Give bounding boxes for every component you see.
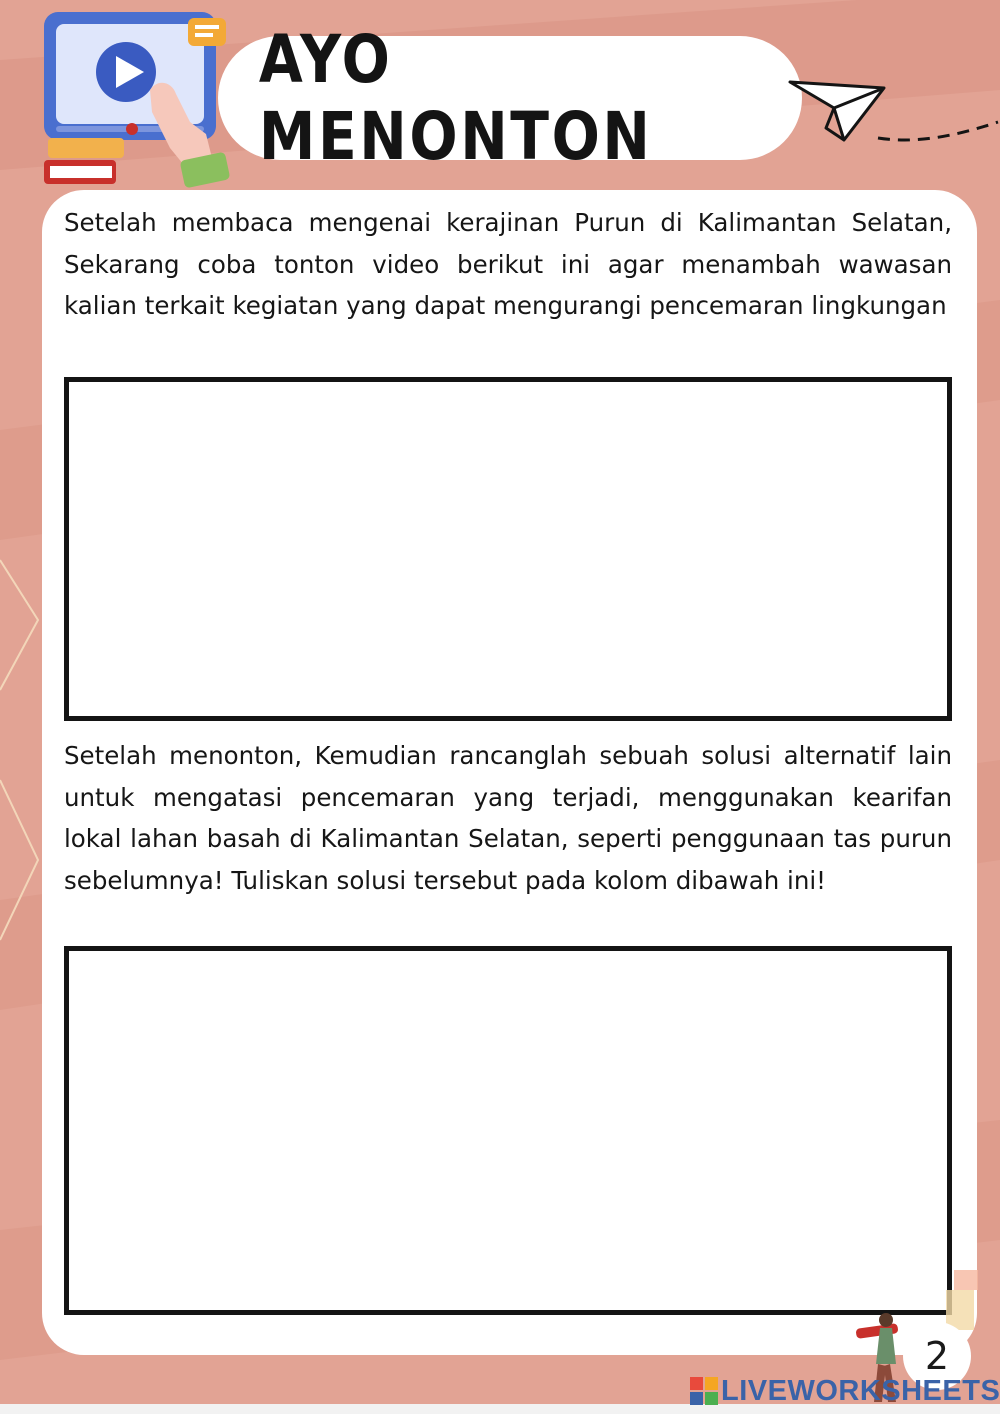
page-title: AYO MENONTON [258,21,653,175]
liveworksheets-logo-icon [690,1377,718,1405]
page-number: 2 [903,1322,971,1390]
liveworksheets-brand[interactable] [690,1374,1000,1408]
answer-textbox[interactable] [64,946,952,1315]
instruction-paragraph-1: Setelah membaca mengenai kerajinan Purun di Kalimantan Selatan, Sekarang coba tonton video berikut ini agar menambah wawasan kalian terkait kegiatan yang dapat mengurangi pencemaran lingkungan [64,208,952,320]
video-player-icon [40,8,240,190]
instruction-paragraph-2: Setelah menonton, Kemudian rancanglah sebuah solusi alternatif lain untuk mengatasi pencemaran yang terjadi, menggunakan kearifan lokal lahan basah di Kalimantan Selatan, seperti penggunaan tas purun sebelumnya! Tuliskan solusi tersebut pada kolom dibawah ini! [64,741,952,895]
title-banner [218,21,802,175]
paper-plane-icon [786,70,1000,170]
brand-name: LIVEWORKSHEETS [721,1374,1000,1407]
video-area[interactable] [64,377,952,721]
